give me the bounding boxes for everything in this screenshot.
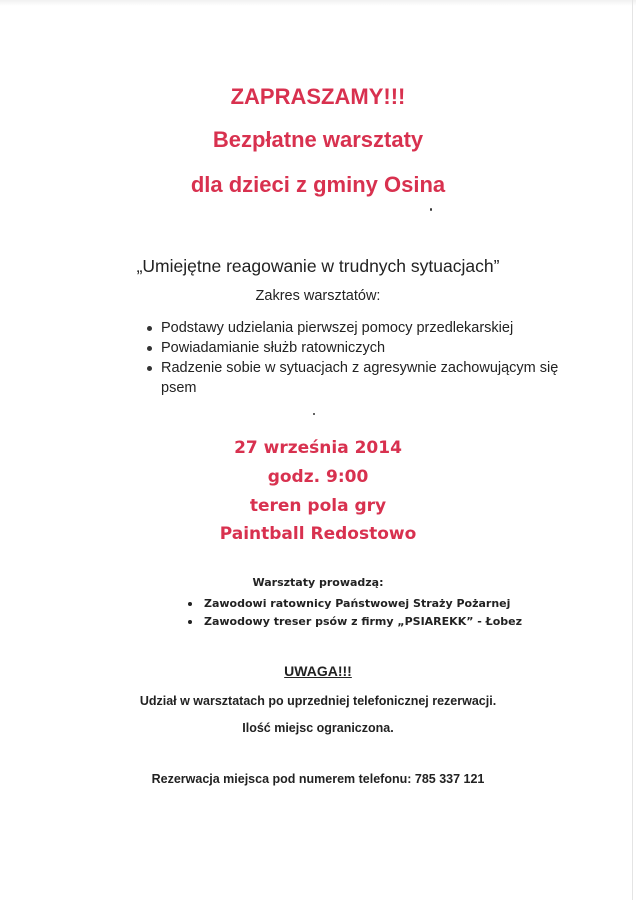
- phone-reservation: Rezerwacja miejsca pod numerem telefonu: 785 337 121: [151, 772, 485, 786]
- bullet-icon: [147, 366, 152, 371]
- scan-speck: [313, 413, 315, 415]
- scan-top-shadow: [0, 0, 636, 6]
- event-date: 27 września 2014: [234, 438, 402, 458]
- limited-seats-note: Ilość miejsc ograniczona.: [242, 721, 394, 735]
- list-item: [147, 358, 567, 398]
- list-item: [188, 595, 568, 613]
- topic-text: Radzenie sobie w sytuacjach z agresywnie zachowującym się psem: [161, 360, 559, 396]
- audience-heading: dla dzieci z gminy Osina: [190, 172, 446, 197]
- bullet-icon: [147, 346, 152, 351]
- list-item: [147, 338, 567, 358]
- leader-text: Zawodowy treser psów z firmy „PSIAREKK” - Łobez: [204, 615, 523, 628]
- topic-text: Powiadamianie służb ratowniczych: [161, 340, 386, 356]
- topic-list: [147, 318, 567, 398]
- bullet-icon: [147, 326, 152, 331]
- bullet-icon: [188, 620, 192, 624]
- event-time: godz. 9:00: [267, 467, 369, 487]
- reservation-note: Udział w warsztatach po uprzedniej telefonicznej rezerwacji.: [139, 694, 497, 708]
- leader-text: Zawodowi ratownicy Państwowej Straży Pożarnej: [204, 597, 511, 610]
- notice-heading: UWAGA!!!: [284, 663, 352, 679]
- event-place: teren pola gry: [249, 496, 387, 516]
- invite-heading: ZAPRASZAMY!!!: [230, 84, 406, 109]
- event-venue: Paintball Redostowo: [219, 524, 417, 544]
- list-item: [147, 318, 567, 338]
- scope-label: Zakres warsztatów:: [255, 288, 381, 304]
- topic-text: Podstawy udzielania pierwszej pomocy przedlekarskiej: [161, 320, 514, 336]
- leaders-label: Warsztaty prowadzą:: [252, 576, 384, 589]
- bullet-icon: [188, 602, 192, 606]
- workshop-title: „Umiejętne reagowanie w trudnych sytuacjach”: [136, 256, 500, 276]
- leaders-list: [188, 595, 568, 631]
- list-item: [188, 613, 568, 631]
- scan-speck: [430, 208, 432, 211]
- workshop-heading: Bezpłatne warsztaty: [212, 127, 424, 152]
